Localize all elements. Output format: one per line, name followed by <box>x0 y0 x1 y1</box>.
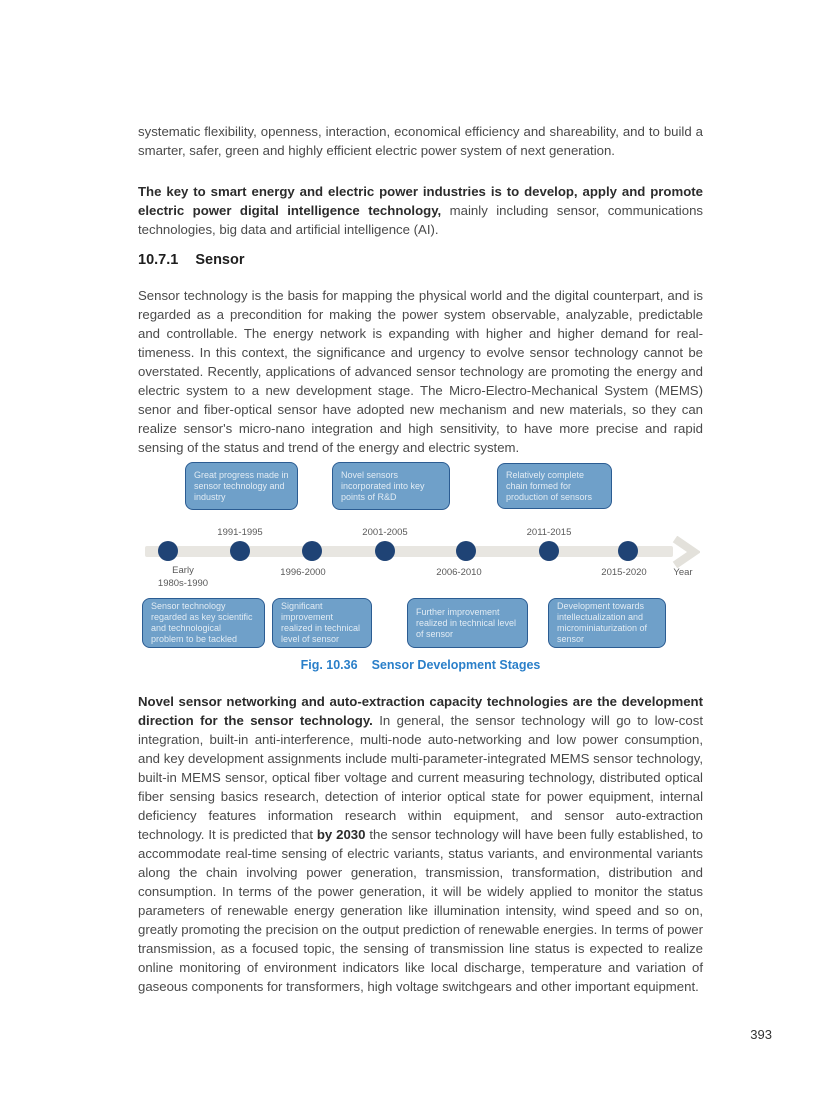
section-heading <box>138 251 245 269</box>
timeline-era-label-1996-2000: 1996-2000 <box>280 567 326 578</box>
timeline-top-box-3-label: Relatively complete chain formed for production of sensors <box>506 469 593 502</box>
page-number: 393 <box>750 1027 772 1042</box>
timeline-bottom-box-1 <box>142 598 265 648</box>
timeline-node-dot-6 <box>539 541 559 561</box>
timeline-node-dot-2 <box>230 541 250 561</box>
closing-paragraph-part-1: In general, the sensor technology will go to low-cost integration, built-in anti-interference, multi-node auto-networking and low power consumption, and key development assignments include multi-parameter-integrated MEMS sensor technology, built-in MEMS sensor, optical fiber voltage and current measuring technology, distributed optical fiber sensing basics research, detection of interior optical state for power equipment, internal deficiency features information research within equipment, and sensor auto-extraction technology. It is predicted that <box>138 713 703 842</box>
timeline-arrow-icon <box>670 536 700 568</box>
timeline-node-dot-1 <box>158 541 178 561</box>
figure-caption-title: Sensor Development Stages <box>371 658 541 672</box>
intro-paragraph-2-rest: mainly including sensor, communications technologies, big data and artificial intelligence (AI). <box>138 203 703 237</box>
timeline-era-label-early-line1: Early <box>172 565 194 576</box>
timeline-era-label-early-line2: 1980s-1990 <box>157 577 209 589</box>
timeline-bottom-box-4 <box>548 598 666 648</box>
section-number: 10.7.1 <box>138 252 179 268</box>
timeline-axis-bar <box>145 546 673 557</box>
timeline-top-box-1 <box>185 462 298 510</box>
timeline-bottom-box-1-label: Sensor technology regarded as key scientific and technological problem to be tackled <box>151 601 253 644</box>
timeline-bottom-box-3 <box>407 598 528 648</box>
intro-paragraph-2-bold: The key to smart energy and electric power industries is to develop, apply and promote electric power digital intelligence technology, <box>138 184 703 218</box>
section-title: Sensor <box>195 252 245 268</box>
closing-paragraph-part-2: the sensor technology will have been fully established, to accommodate real-time sensing of electric variants, status variants, and environmental variants along the chain involving power generation, transmission, transformation, distribution and consumption. In terms of the power generation, it will be widely applied to monitor the status parameters of renewable energy generation like illumination intensity, wind speed and so on, greatly promoting the precision on the output prediction of renewable energies. In terms of power transmission, as a focused topic, the sensing of transmission line status is expected to realize online monitoring of environment indicators like local discharge, temperature and variation of gaseous components for transformers, high voltage switchgears and other important equipment. <box>138 827 703 994</box>
timeline-top-box-2-label: Novel sensors incorporated into key points of R&D <box>341 469 425 502</box>
figure-caption-label: Fig. 10.36 <box>300 658 358 672</box>
section-paragraph: Sensor technology is the basis for mapping the physical world and the digital counterpart, and is regarded as a precondition for making the power system observable, analyzable, predictable and controllable. The energy network is expanding with higher and higher demand for real-timeness. In this context, the significance and urgency to evolve sensor technology cannot be overstated. Recently, applications of advanced sensor technology are promoting the energy and electric system to a new development stage. The Micro-Electro-Mechanical System (MEMS) senor and fiber-optical sensor have adopted new mechanism and new materials, so they can realize sensor's micro-nano integration and high sensitivity, to have more precise and rapid sensing of the status and trend of the energy and electric system. <box>138 288 703 455</box>
timeline-era-label-2011-2015: 2011-2015 <box>526 527 572 538</box>
timeline-era-label-2001-2005: 2001-2005 <box>362 527 408 538</box>
timeline-bottom-box-4-label: Development towards intellectualization and microminiaturization of sensor <box>557 601 648 644</box>
timeline-bottom-box-2-label: Significant improvement realized in technical level of sensor <box>281 601 361 644</box>
timeline-era-label-2006-2010: 2006-2010 <box>436 567 482 578</box>
closing-paragraph <box>138 692 703 996</box>
timeline-node-dot-4 <box>375 541 395 561</box>
timeline-era-label-early-1980s <box>158 565 208 590</box>
timeline-top-box-1-label: Great progress made in sensor technology and industry <box>194 469 289 502</box>
intro-paragraph-1: systematic flexibility, openness, interaction, economical efficiency and shareability, and to build a smarter, safer, green and highly efficient electric power system of next generation. <box>138 124 703 158</box>
closing-paragraph-bold-lead: Novel sensor networking and auto-extraction capacity technologies are the development direction for the sensor technology. <box>138 694 703 728</box>
intro-paragraph-2 <box>138 182 703 239</box>
timeline-node-dot-3 <box>302 541 322 561</box>
timeline-bottom-box-2 <box>272 598 372 648</box>
timeline-bottom-box-3-label: Further improvement realized in technical level of sensor <box>416 606 517 639</box>
timeline-era-label-2015-2020: 2015-2020 <box>601 567 647 578</box>
timeline-node-dot-5 <box>456 541 476 561</box>
timeline-era-label-1991-1995: 1991-1995 <box>217 527 263 538</box>
timeline-node-dot-7 <box>618 541 638 561</box>
timeline-top-box-3 <box>497 463 612 509</box>
figure-caption <box>138 658 703 672</box>
timeline-axis-label-year: Year <box>673 567 693 578</box>
closing-paragraph-bold-2030: by 2030 <box>316 827 366 842</box>
timeline-top-box-2 <box>332 462 450 510</box>
